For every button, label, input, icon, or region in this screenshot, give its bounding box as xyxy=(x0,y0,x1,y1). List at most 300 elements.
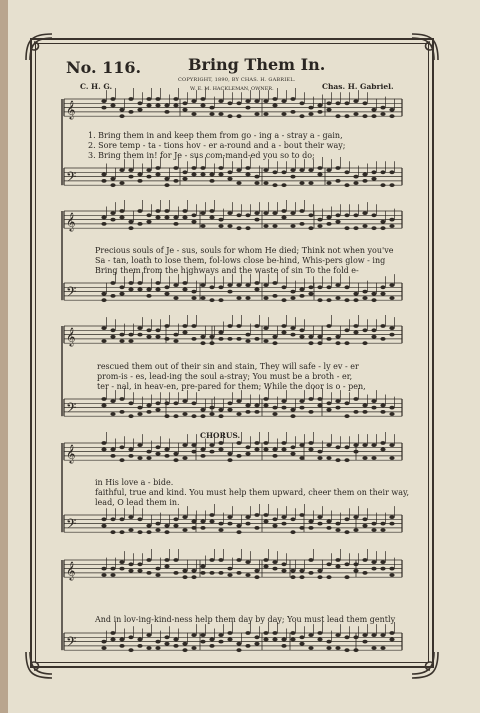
note-head xyxy=(227,114,232,118)
note-head xyxy=(254,575,259,579)
note-head xyxy=(137,517,142,521)
note-head xyxy=(218,633,223,637)
note-head xyxy=(344,226,349,230)
note-head xyxy=(362,517,367,521)
note-head xyxy=(281,399,286,403)
note-head xyxy=(236,101,241,105)
note-head xyxy=(110,399,115,403)
note-head xyxy=(146,571,151,575)
note-head xyxy=(227,177,232,181)
note-head xyxy=(191,450,196,454)
note-head xyxy=(353,515,358,519)
note-head xyxy=(173,458,178,462)
note-head xyxy=(380,522,385,526)
note-head xyxy=(218,558,223,562)
note-head xyxy=(362,101,367,105)
note-head xyxy=(200,166,205,170)
note-head xyxy=(245,631,250,635)
note-head xyxy=(155,97,160,101)
note-head xyxy=(290,211,295,215)
note-head xyxy=(245,573,250,577)
note-head xyxy=(128,97,133,101)
note-head xyxy=(236,454,241,458)
note-head xyxy=(155,328,160,332)
note-head xyxy=(128,226,133,230)
lyric-line: 2. Sore temp - ta - tions hov - er a-round and a - bout their way; xyxy=(88,141,346,150)
note-head xyxy=(254,526,259,530)
note-head xyxy=(380,337,385,341)
note-head xyxy=(308,112,313,116)
note-head xyxy=(227,573,232,577)
note-head xyxy=(299,635,304,639)
note-head xyxy=(128,448,133,452)
note-head xyxy=(137,209,142,213)
note-head xyxy=(236,337,241,341)
note-head xyxy=(164,530,169,534)
lyricist-credit: C. H. G. xyxy=(80,82,113,91)
note-head xyxy=(326,520,331,524)
note-head xyxy=(110,211,115,215)
note-head xyxy=(209,335,214,339)
note-head xyxy=(290,452,295,456)
note-head xyxy=(335,166,340,170)
note-head xyxy=(119,458,124,462)
note-head xyxy=(245,333,250,337)
note-head xyxy=(173,339,178,343)
note-head xyxy=(326,456,331,460)
note-head xyxy=(173,97,178,101)
note-head xyxy=(272,454,277,458)
note-head xyxy=(164,565,169,569)
note-head xyxy=(227,515,232,519)
note-head xyxy=(245,173,250,177)
note-head xyxy=(380,292,385,296)
note-head xyxy=(281,522,286,526)
bass-clef-icon: 𝄢 xyxy=(66,634,77,654)
note-head xyxy=(308,106,313,110)
lyric-line: 3. Bring them in! for Je - sus com-mand-ed you so to do; xyxy=(88,151,315,160)
note-head xyxy=(119,216,124,220)
note-head xyxy=(191,173,196,177)
note-head xyxy=(389,283,394,287)
note-head xyxy=(353,635,358,639)
note-head xyxy=(245,166,250,170)
bass-clef-icon: 𝄢 xyxy=(66,169,77,189)
note-head xyxy=(209,112,214,116)
note-head xyxy=(173,166,178,170)
note-head xyxy=(335,179,340,183)
note-head xyxy=(371,108,376,112)
copyright-notice: COPYRIGHT, 1890, BY CHAS. H. GABRIEL. xyxy=(178,77,296,83)
note-head xyxy=(110,104,115,108)
note-head xyxy=(137,562,142,566)
note-head xyxy=(155,288,160,292)
note-head xyxy=(317,631,322,635)
note-head xyxy=(110,631,115,635)
lyric-line: Sa - tan, loath to lose them, fol-lows close be-hind, Whis-pers glow - ing xyxy=(95,256,386,265)
note-head xyxy=(281,448,286,452)
note-head xyxy=(290,517,295,521)
note-head xyxy=(380,441,385,445)
note-head xyxy=(281,562,286,566)
note-head xyxy=(191,220,196,224)
note-head xyxy=(335,445,340,449)
note-head xyxy=(389,296,394,300)
note-head xyxy=(218,285,223,289)
note-head xyxy=(119,530,124,534)
note-head xyxy=(182,170,187,174)
note-head xyxy=(128,110,133,114)
note-head xyxy=(299,209,304,213)
note-head xyxy=(191,324,196,328)
note-head xyxy=(335,522,340,526)
note-head xyxy=(128,528,133,532)
note-head xyxy=(326,298,331,302)
note-head xyxy=(344,530,349,534)
note-head xyxy=(101,99,106,103)
note-head xyxy=(362,179,367,183)
note-head xyxy=(353,99,358,103)
note-head xyxy=(137,644,142,648)
note-head xyxy=(155,640,160,644)
note-head xyxy=(173,401,178,405)
note-head xyxy=(236,283,241,287)
note-head xyxy=(380,324,385,328)
note-head xyxy=(344,401,349,405)
note-head xyxy=(236,642,241,646)
note-head xyxy=(272,524,277,528)
note-head xyxy=(371,226,376,230)
note-head xyxy=(380,285,385,289)
note-head xyxy=(290,569,295,573)
note-head xyxy=(317,638,322,642)
note-head xyxy=(110,294,115,298)
note-head xyxy=(299,222,304,226)
note-head xyxy=(137,456,142,460)
note-head xyxy=(308,633,313,637)
note-head xyxy=(137,281,142,285)
hymn-title: Bring Them In. xyxy=(188,55,326,74)
note-head xyxy=(290,638,295,642)
note-head xyxy=(128,562,133,566)
note-head xyxy=(191,646,196,650)
note-head xyxy=(182,331,187,335)
note-head xyxy=(164,337,169,341)
note-head xyxy=(308,181,313,185)
note-head xyxy=(119,285,124,289)
note-head xyxy=(155,567,160,571)
note-head xyxy=(344,575,349,579)
note-head xyxy=(362,571,367,575)
note-head xyxy=(290,408,295,412)
note-head xyxy=(101,404,106,408)
note-head xyxy=(371,399,376,403)
hymn-number: No. 116. xyxy=(66,58,142,77)
note-head xyxy=(308,292,313,296)
note-head xyxy=(182,575,187,579)
note-head xyxy=(389,224,394,228)
note-head xyxy=(110,281,115,285)
note-head xyxy=(317,569,322,573)
note-head xyxy=(263,339,268,343)
note-head xyxy=(200,296,205,300)
note-head xyxy=(254,635,259,639)
note-head xyxy=(344,635,349,639)
note-head xyxy=(218,571,223,575)
note-head xyxy=(236,296,241,300)
note-head xyxy=(326,562,331,566)
note-head xyxy=(155,522,160,526)
note-head xyxy=(371,567,376,571)
note-head xyxy=(389,406,394,410)
note-head xyxy=(182,443,187,447)
note-head xyxy=(389,170,394,174)
note-head xyxy=(155,452,160,456)
note-head xyxy=(371,646,376,650)
note-head xyxy=(227,638,232,642)
note-head xyxy=(128,339,133,343)
note-head xyxy=(389,522,394,526)
note-head xyxy=(245,106,250,110)
note-head xyxy=(209,450,214,454)
note-head xyxy=(173,296,178,300)
note-head xyxy=(254,448,259,452)
note-head xyxy=(236,114,241,118)
note-head xyxy=(281,99,286,103)
note-head xyxy=(182,177,187,181)
note-head xyxy=(182,288,187,292)
note-head xyxy=(353,410,358,414)
lyric-line: rescued them out of their sin and stain, They will safe - ly ev - er xyxy=(97,362,359,371)
note-head xyxy=(227,408,232,412)
note-head xyxy=(155,335,160,339)
note-head xyxy=(308,168,313,172)
note-head xyxy=(155,573,160,577)
note-head xyxy=(335,220,340,224)
note-head xyxy=(371,177,376,181)
note-head xyxy=(344,170,349,174)
note-head xyxy=(173,216,178,220)
note-head xyxy=(317,110,322,114)
note-head xyxy=(200,571,205,575)
note-head xyxy=(263,448,268,452)
note-head xyxy=(362,114,367,118)
note-head xyxy=(164,524,169,528)
note-head xyxy=(254,642,259,646)
note-head xyxy=(281,112,286,116)
note-head xyxy=(155,173,160,177)
note-head xyxy=(326,526,331,530)
note-head xyxy=(191,520,196,524)
note-head xyxy=(119,209,124,213)
note-head xyxy=(389,326,394,330)
note-head xyxy=(173,179,178,183)
note-head xyxy=(344,101,349,105)
note-head xyxy=(164,454,169,458)
note-head xyxy=(155,445,160,449)
note-head xyxy=(272,517,277,521)
lyric-line: faithful, true and kind. You must help them upward, cheer them on their way, xyxy=(95,488,410,497)
note-head xyxy=(200,104,205,108)
chorus-label: CHORUS. xyxy=(200,431,241,440)
note-head xyxy=(101,573,106,577)
note-head xyxy=(380,567,385,571)
note-head xyxy=(308,571,313,575)
note-head xyxy=(389,638,394,642)
note-head xyxy=(389,567,394,571)
note-head xyxy=(209,285,214,289)
note-head xyxy=(362,404,367,408)
note-head xyxy=(335,458,340,462)
note-head xyxy=(389,456,394,460)
note-head xyxy=(218,173,223,177)
note-head xyxy=(317,224,322,228)
note-head xyxy=(362,443,367,447)
note-head xyxy=(245,560,250,564)
note-head xyxy=(290,333,295,337)
note-head xyxy=(380,226,385,230)
note-head xyxy=(317,397,322,401)
note-head xyxy=(173,414,178,418)
note-head xyxy=(236,399,241,403)
note-head xyxy=(146,404,151,408)
note-head xyxy=(128,281,133,285)
note-head xyxy=(290,168,295,172)
note-head xyxy=(191,112,196,116)
note-head xyxy=(254,288,259,292)
note-head xyxy=(389,573,394,577)
note-head xyxy=(299,399,304,403)
note-head xyxy=(263,168,268,172)
note-head xyxy=(362,328,367,332)
note-head xyxy=(101,517,106,521)
note-head xyxy=(245,99,250,103)
note-head xyxy=(209,443,214,447)
note-head xyxy=(281,216,286,220)
note-head xyxy=(191,166,196,170)
note-head xyxy=(326,401,331,405)
note-head xyxy=(200,224,205,228)
note-head xyxy=(101,441,106,445)
note-head xyxy=(155,104,160,108)
note-head xyxy=(218,408,223,412)
note-head xyxy=(263,513,268,517)
note-head xyxy=(290,530,295,534)
note-head xyxy=(299,443,304,447)
lyric-line: ter - nal, in heav-en, pre-pared for them; While the door is o - pen, xyxy=(97,382,366,391)
note-head xyxy=(173,517,178,521)
note-head xyxy=(344,114,349,118)
note-head xyxy=(236,530,241,534)
note-head xyxy=(299,642,304,646)
note-head xyxy=(362,290,367,294)
note-head xyxy=(191,296,196,300)
note-head xyxy=(380,560,385,564)
note-head xyxy=(146,524,151,528)
note-head xyxy=(128,168,133,172)
note-head xyxy=(146,97,151,101)
note-head xyxy=(110,638,115,642)
note-head xyxy=(272,97,277,101)
note-head xyxy=(182,281,187,285)
lyric-line: in His love a - bide. xyxy=(95,478,174,487)
note-head xyxy=(272,211,277,215)
note-head xyxy=(272,294,277,298)
note-head xyxy=(101,567,106,571)
note-head xyxy=(290,575,295,579)
note-head xyxy=(236,441,241,445)
note-head xyxy=(371,456,376,460)
note-head xyxy=(155,209,160,213)
note-head xyxy=(173,222,178,226)
note-head xyxy=(182,216,187,220)
note-head xyxy=(218,528,223,532)
note-head xyxy=(182,108,187,112)
note-head xyxy=(308,341,313,345)
note-head xyxy=(254,211,259,215)
note-head xyxy=(263,181,268,185)
note-head xyxy=(335,335,340,339)
note-head xyxy=(263,326,268,330)
note-head xyxy=(236,168,241,172)
note-head xyxy=(146,294,151,298)
note-head xyxy=(362,633,367,637)
note-head xyxy=(119,560,124,564)
note-head xyxy=(308,226,313,230)
note-head xyxy=(254,181,259,185)
note-head xyxy=(335,101,340,105)
note-head xyxy=(137,530,142,534)
note-head xyxy=(344,562,349,566)
note-head xyxy=(326,443,331,447)
note-head xyxy=(173,644,178,648)
note-head xyxy=(110,567,115,571)
note-head xyxy=(173,283,178,287)
note-head xyxy=(137,288,142,292)
note-head xyxy=(128,401,133,405)
note-head xyxy=(110,517,115,521)
note-head xyxy=(164,635,169,639)
note-head xyxy=(389,412,394,416)
note-head xyxy=(164,401,169,405)
note-head xyxy=(380,112,385,116)
note-head xyxy=(353,226,358,230)
note-head xyxy=(245,410,250,414)
note-head xyxy=(164,448,169,452)
note-head xyxy=(389,631,394,635)
note-head xyxy=(227,283,232,287)
note-head xyxy=(389,183,394,187)
note-head xyxy=(263,112,268,116)
note-head xyxy=(353,331,358,335)
note-head xyxy=(227,211,232,215)
note-head xyxy=(227,224,232,228)
note-head xyxy=(299,288,304,292)
note-head xyxy=(101,646,106,650)
note-head xyxy=(380,170,385,174)
note-head xyxy=(236,412,241,416)
note-head xyxy=(227,522,232,526)
note-head xyxy=(326,337,331,341)
note-head xyxy=(218,99,223,103)
note-head xyxy=(200,414,205,418)
note-head xyxy=(317,166,322,170)
note-head xyxy=(110,530,115,534)
note-head xyxy=(119,410,124,414)
note-head xyxy=(146,328,151,332)
treble-clef-icon: 𝄞 xyxy=(66,212,76,232)
note-head xyxy=(281,644,286,648)
